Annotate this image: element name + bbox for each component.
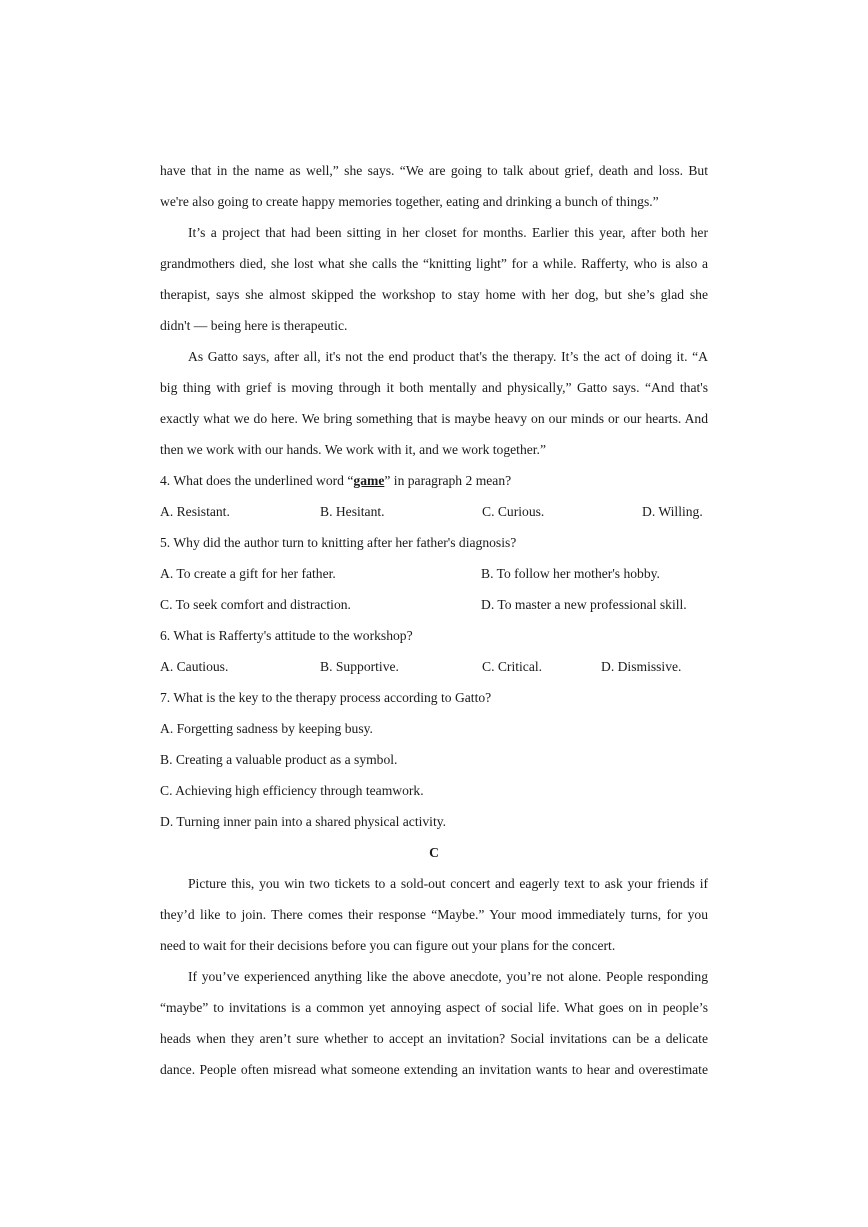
text-line: heads when they aren’t sure whether to accept an invitation? Social invitations can be a delicate [160, 1031, 708, 1046]
underlined-keyword: game [353, 473, 385, 488]
text-line: they’d like to join. There comes their response “Maybe.” Your mood immediately turns, for you [160, 907, 708, 922]
text-line: “maybe” to invitations is a common yet annoying aspect of social life. What goes on in people’s [160, 1000, 708, 1015]
text-line: need to wait for their decisions before you can figure out your plans for the concert. [160, 938, 616, 953]
question-4-options [160, 496, 708, 527]
option-d: D. Dismissive. [601, 659, 682, 674]
exam-page [160, 155, 708, 1085]
option-a: A. Cautious. [160, 659, 229, 674]
text-line: therapist, says she almost skipped the workshop to stay home with her dog, but she’s glad she [160, 287, 708, 302]
option-a: A. To create a gift for her father. [160, 566, 336, 581]
option-d: D. Turning inner pain into a shared physical activity. [160, 814, 447, 829]
question-6-stem: 6. What is Rafferty's attitude to the workshop? [160, 628, 413, 643]
section-heading: C [429, 845, 439, 860]
text-line: dance. People often misread what someone extending an invitation wants to hear and overestimate [160, 1062, 708, 1077]
text-line: Picture this, you win two tickets to a sold-out concert and eagerly text to ask your friends if [188, 876, 708, 891]
text-line: grandmothers died, she lost what she calls the “knitting light” for a while. Rafferty, who is also a [160, 256, 708, 271]
option-d: D. Willing. [642, 504, 703, 519]
question-5-options-row-2 [160, 589, 708, 620]
question-4-stem-after: ” in paragraph 2 mean? [384, 473, 512, 488]
option-a: A. Forgetting sadness by keeping busy. [160, 721, 373, 736]
text-line: exactly what we do here. We bring something that is maybe heavy on our minds or our hearts. And [160, 411, 708, 426]
text-line: It’s a project that had been sitting in her closet for months. Earlier this year, after both her [188, 225, 708, 240]
text-line: then we work with our hands. We work with it, and we work together.” [160, 442, 546, 457]
question-5-stem: 5. Why did the author turn to knitting after her father's diagnosis? [160, 535, 517, 550]
question-5-options-row-1 [160, 558, 708, 589]
question-4-stem-before: 4. What does the underlined word “ [160, 473, 354, 488]
option-d: D. To master a new professional skill. [481, 597, 687, 612]
option-c: C. Achieving high efficiency through teamwork. [160, 783, 424, 798]
option-b: B. Supportive. [320, 659, 399, 674]
option-b: B. Creating a valuable product as a symbol. [160, 752, 398, 767]
option-b: B. To follow her mother's hobby. [481, 566, 660, 581]
text-line: If you’ve experienced anything like the above anecdote, you’re not alone. People responding [188, 969, 708, 984]
text-line: big thing with grief is moving through it both mentally and physically,” Gatto says. “And that's [160, 380, 708, 395]
option-c: C. Curious. [482, 504, 545, 519]
option-b: B. Hesitant. [320, 504, 385, 519]
option-c: C. Critical. [482, 659, 543, 674]
question-6-options [160, 651, 708, 682]
option-a: A. Resistant. [160, 504, 230, 519]
text-line: As Gatto says, after all, it's not the end product that's the therapy. It’s the act of doing it. “A [188, 349, 708, 364]
option-c: C. To seek comfort and distraction. [160, 597, 351, 612]
question-4-stem [160, 465, 708, 496]
text-line: have that in the name as well,” she says. “We are going to talk about grief, death and loss. But [160, 163, 708, 178]
question-7-stem: 7. What is the key to the therapy process according to Gatto? [160, 690, 492, 705]
text-line: didn't — being here is therapeutic. [160, 318, 348, 333]
text-line: we're also going to create happy memories together, eating and drinking a bunch of things.” [160, 194, 659, 209]
